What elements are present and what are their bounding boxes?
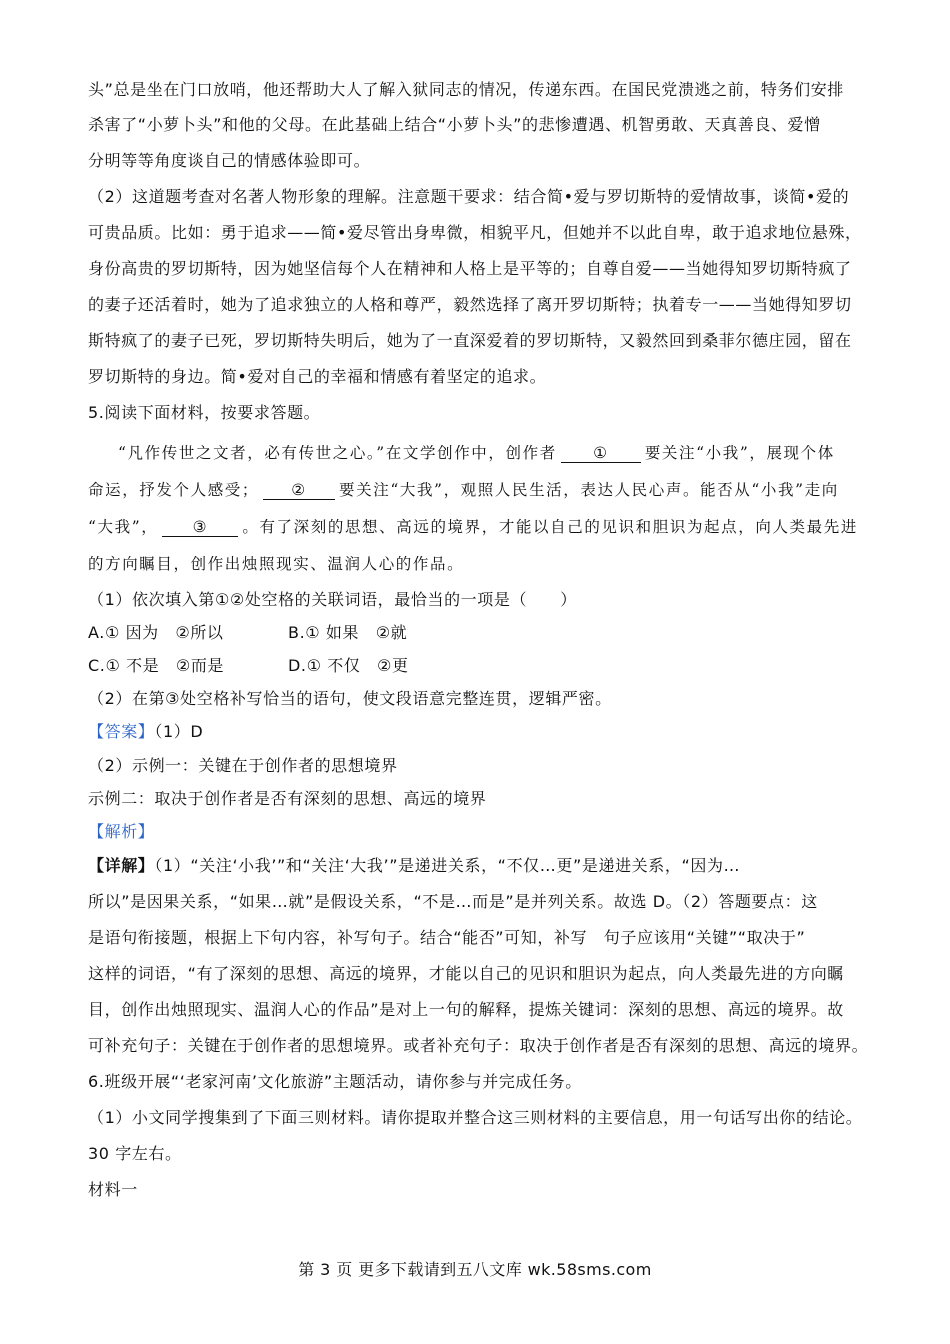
q4-part2-line-5: 斯特疯了的妻子已死，罗切斯特失明后，她为了一直深爱着的罗切斯特，又毅然回到桑菲尔德庄园，留在 [88,331,852,350]
analysis-tag: 【解析】 [88,822,155,841]
answer-1: （1）D [154,722,204,741]
q4-part2-line-3: 身份高贵的罗切斯特，因为她坚信每个人在精神和人格上是平等的；自尊自爱——当她得知罗切斯特疯了 [88,259,852,278]
page-footer: 第 3 页 更多下载请到五八文库 wk.58sms.com [298,1260,652,1279]
q5-passage-line-2 [88,480,878,500]
answer-2: （2）示例一：关键在于创作者的思想境界 [88,756,398,775]
q4-part2-line-6: 罗切斯特的身边。简•爱对自己的幸福和情感有着坚定的追求。 [88,367,547,386]
detail-line-2: 所以”是因果关系，“如果…就”是假设关系，“不是…而是”是并列关系。故选 D。（2）答题要点：这 [88,892,818,911]
intro-line-3: 分明等等角度谈自己的情感体验即可。 [88,151,371,170]
option-d: D.① 不仅 ②更 [288,656,409,675]
q5-passage-line-1 [118,443,878,463]
q5-sub-question-1: （1）依次填入第①②处空格的关联词语，最恰当的一项是（ ） [88,590,577,609]
q4-part2-line-4: 的妻子还活着时，她为了追求独立的人格和尊严，毅然选择了离开罗切斯特；执着专一——当她得知罗切 [88,295,852,314]
intro-line-2: 杀害了“小萝卜头”和他的父母。在此基础上结合“小萝卜头”的悲惨遭遇、机智勇敢、天真善良、爱憎 [88,115,821,134]
question-6-title: 6.班级开展“‘老家河南’文化旅游”主题活动，请你参与并完成任务。 [88,1072,582,1091]
material-1-label: 材料一 [88,1180,138,1199]
option-b: B.① 如果 ②就 [288,623,408,642]
question-5-title: 5.阅读下面材料，按要求答题。 [88,403,321,422]
q4-part2-line-2: 可贵品质。比如：勇于追求——简•爱尽管出身卑微，相貌平凡，但她并不以此自卑，敢于追求地位悬殊， [88,223,862,242]
option-c: C.① 不是 ②而是 [88,656,225,675]
q5-passage-text: 要关注“小我”，展现个体 [644,444,835,462]
q6-sub-question-1-length: 30 字左右。 [88,1144,182,1163]
q5-passage-text: “凡作传世之文者，必有传世之心。”在文学创作中，创作者 [118,444,557,462]
intro-line-1: 头”总是坐在门口放哨，他还帮助大人了解入狱同志的情况，传递东西。在国民党溃逃之前，特务们安排 [88,80,844,99]
q5-passage-text: 要关注“大我”，观照人民生活，表达人民心声。能否从“小我”走向 [339,481,839,499]
option-a: A.① 因为 ②所以 [88,623,224,642]
q5-passage-line-4: 的方向瞩目，创作出烛照现实、温润人心的作品。 [88,555,465,573]
q4-part2-line-1: （2）这道题考查对名著人物形象的理解。注意题干要求：结合简•爱与罗切斯特的爱情故事，谈简•爱的 [88,187,850,206]
detail-line-1 [88,856,878,876]
detail-line-6: 可补充句子：关键在于创作者的思想境界。或者补充句子：取决于创作者是否有深刻的思想、高远的境界。 [88,1036,869,1055]
blank-2: ② [263,481,335,500]
detail-tag: 【详解】 [88,856,155,875]
q5-sub-question-2: （2）在第③处空格补写恰当的语句，使文段语意完整连贯，逻辑严密。 [88,689,612,708]
detail-line-4: 这样的词语，“有了深刻的思想、高远的境界，才能以自己的见识和胆识为起点，向人类最先进的方向瞩 [88,964,844,983]
detail-line-3: 是语句衔接题，根据上下句内容，补写句子。结合“能否”可知，补写 句子应该用“关键”“取决于” [88,928,806,947]
q6-sub-question-1: （1）小文同学搜集到了下面三则材料。请你提取并整合这三则材料的主要信息，用一句话写出你的结论。 [88,1108,863,1127]
detail-line-5: 目，创作出烛照现实、温润人心的作品”是对上一句的解释，提炼关键词：深刻的思想、高远的境界。故 [88,1000,844,1019]
q5-passage-text: 。有了深刻的思想、高远的境界，才能以自己的见识和胆识为起点，向人类最先进 [242,518,858,536]
q5-options-row-1 [88,623,878,643]
answer-line [88,722,878,742]
q5-passage-text: “大我”， [88,518,159,536]
q5-passage-text: 命运，抒发个人感受； [88,481,260,499]
q5-options-row-2 [88,656,878,676]
blank-3: ③ [162,518,238,537]
detail-text: （1）“关注‘小我’”和“关注‘大我’”是递进关系，“不仅…更”是递进关系，“因为… [154,856,741,875]
answer-3: 示例二：取决于创作者是否有深刻的思想、高远的境界 [88,789,487,808]
answer-tag: 【答案】 [88,722,155,741]
q5-passage-line-3 [88,517,878,537]
blank-1: ① [561,444,641,463]
